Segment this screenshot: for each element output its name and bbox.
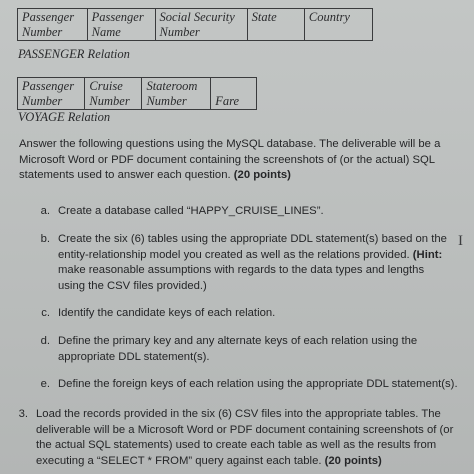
cell-line: Stateroom	[146, 79, 198, 93]
hint-label: (Hint:	[412, 248, 443, 261]
passenger-col-5	[304, 9, 372, 41]
list-marker: d.	[40, 335, 50, 347]
cell-line: Number	[22, 94, 63, 108]
instructions-text: Answer the following questions using the MySQL database. The deliverable will be a Microsoft Word or PDF document containing the screenshots of (or the actual) SQL statements used to answer each question.	[19, 138, 441, 181]
question-marker: 3.	[18, 408, 28, 420]
list-item-text: Create a database called “HAPPY_CRUISE_LINES”.	[58, 205, 324, 217]
instructions-paragraph	[19, 137, 459, 184]
question-text: Load the records provided in the six (6) CSV files into the appropriate tables. The deliverable will be a Microsoft Word or PDF document containing screenshots of (or the actual SQL statements) used to create each table as well as the results from executing a “SELECT * FROM” query against each table.	[36, 408, 454, 467]
list-item-text-block	[58, 232, 450, 294]
passenger-col-2	[87, 9, 155, 41]
voyage-relation-table	[17, 77, 257, 110]
cell-line: Number	[159, 25, 200, 39]
text-cursor-icon: I	[458, 233, 463, 249]
instructions-points: (20 points)	[233, 169, 291, 181]
cell-line: State	[251, 10, 277, 24]
passenger-caption: PASSENGER Relation	[18, 47, 130, 61]
voyage-caption: VOYAGE Relation	[18, 110, 111, 124]
voyage-col-1	[18, 78, 85, 110]
cell-line: Name	[91, 25, 121, 39]
voyage-col-2	[85, 78, 142, 110]
list-marker: e.	[40, 378, 50, 390]
cell-line: Passenger	[22, 10, 75, 24]
cell-line: Fare	[215, 94, 240, 108]
cell-line: Number	[146, 94, 187, 108]
question-points: (20 points)	[324, 454, 382, 467]
list-item-text: Define the primary key and any alternate keys of each relation using the appropriate DDL statement(s).	[58, 335, 418, 363]
cell-line: Social Security	[159, 10, 235, 24]
cell-line	[215, 79, 252, 94]
list-item-text: Identify the candidate keys of each relation.	[58, 307, 276, 319]
cell-line: Country	[308, 10, 350, 24]
cell-line: Passenger	[22, 79, 75, 93]
list-marker: c.	[41, 307, 50, 319]
voyage-col-3	[142, 78, 211, 110]
question-text-block	[36, 407, 454, 469]
passenger-col-4	[247, 9, 304, 41]
cell-line: Cruise	[89, 79, 123, 93]
list-marker: b.	[40, 233, 50, 245]
passenger-col-3	[155, 9, 247, 41]
hint-text: make reasonable assumptions with regards to the data types and lengths using the CSV files provided.)	[58, 264, 425, 292]
list-item-text: Define the foreign keys of each relation using the appropriate DDL statement(s).	[58, 378, 458, 390]
cell-line: Number	[22, 25, 63, 39]
voyage-col-4	[211, 78, 257, 110]
passenger-col-1	[18, 9, 88, 41]
list-item-text: Create the six (6) tables using the appropriate DDL statement(s) based on the entity-relationship model you created as well as the relations provided.	[58, 233, 447, 261]
passenger-relation-table	[17, 8, 373, 41]
cell-line: Passenger	[91, 10, 144, 24]
list-marker: a.	[40, 205, 50, 217]
cell-line: Number	[89, 94, 130, 108]
